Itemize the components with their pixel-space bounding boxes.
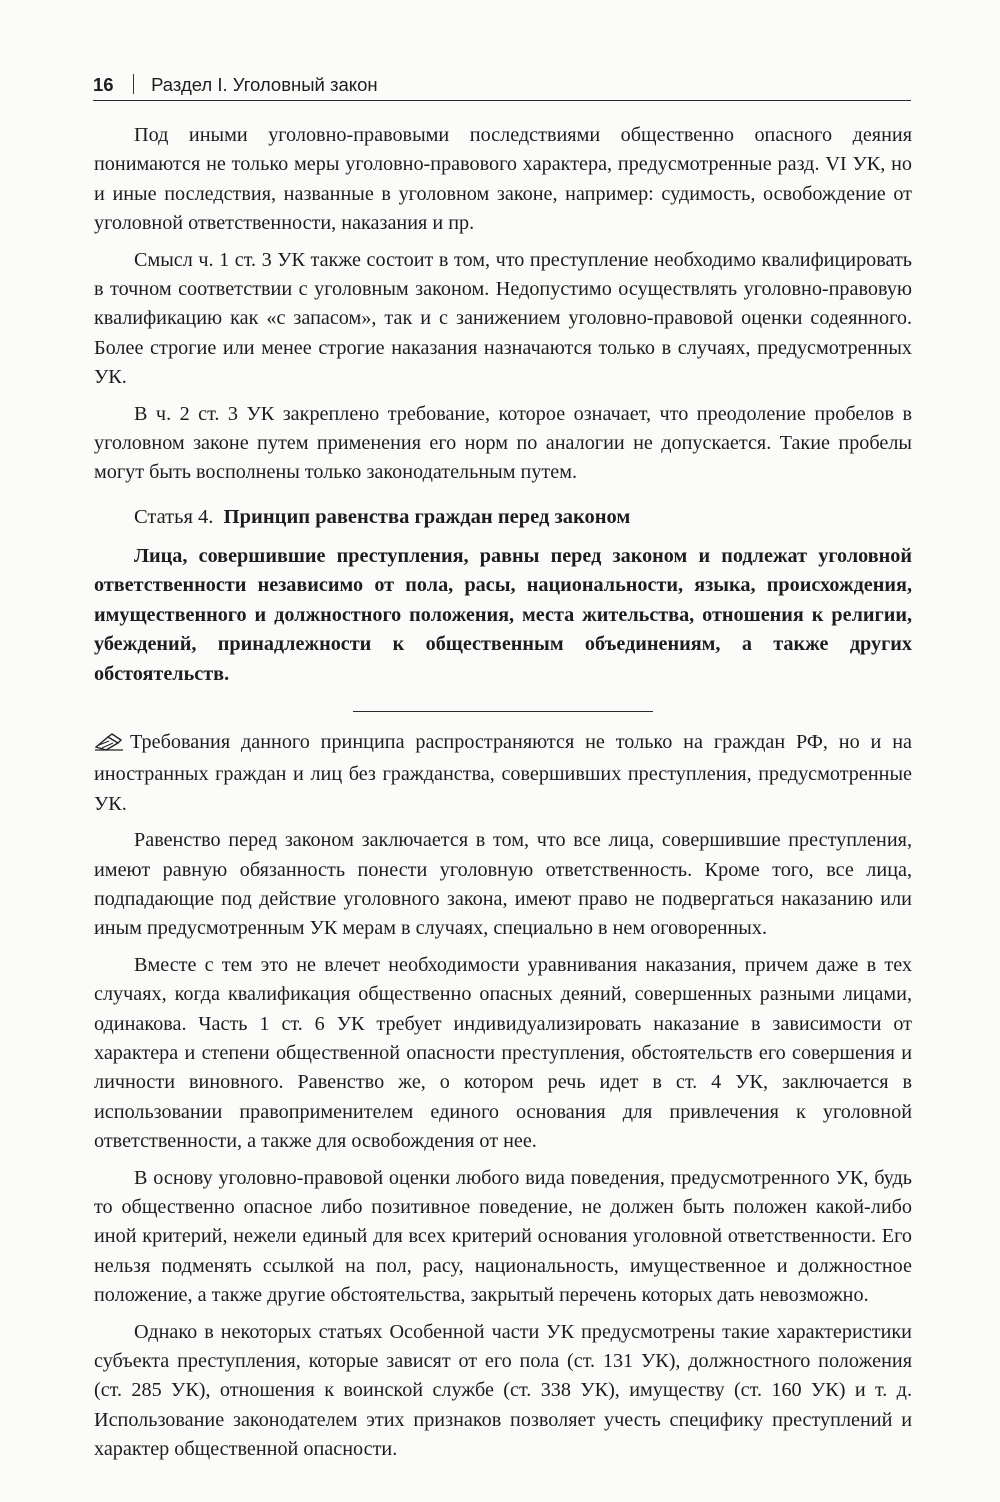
paragraph: Однако в некоторых статьях Особенной части УК предусмотрены такие характеристики субъекта преступления, которые зависят от его пола (ст. 131 УК), должностного положения (ст. 285 УК), отношения к воинской службе (ст. 338 УК), имуществу (ст. 160 УК) и т. д. Использование законодателем этих признаков позволяет учесть специфику преступлений и характер общественной опасности. (94, 1320, 912, 1461)
article-title: Принцип равенства граждан перед законом (223, 505, 631, 528)
divider (353, 711, 653, 712)
running-head (93, 70, 911, 101)
paragraph: Вместе с тем это не влечет необходимости уравнивания наказания, причем даже в тех случаях, когда квалификация общественно опасных деяний, совершенных разными лицами, одинакова. Часть 1 ст. 6 УК требует индивидуализировать наказание в зависимости от характера и степени общественной опасности преступления, обстоятельств его совершения и личности виновного. Равенство же, о котором речь идет в ст. 4 УК, заключается в использовании правоприменителем единого основания для привлечения к уголовной ответственности, а также для освобождения от нее. (94, 953, 912, 1153)
commentary-intro (94, 728, 912, 819)
article-label: Статья 4. (134, 505, 214, 528)
paragraph: Равенство перед законом заключается в том, что все лица, совершившие преступления, имеют равную обязанность понести уголовную ответственность. Кроме того, все лица, подпадающие под действие уголовного закона, имеют право не подвергаться наказанию или иным предусмотренным УК мерам в случаях, специально в нем оговоренных. (94, 829, 912, 940)
paragraph: В ч. 2 ст. 3 УК закреплено требование, которое означает, что преодоление пробелов в уголовном законе путем применения его норм по аналогии не допускается. Такие пробелы могут быть восполнены только законодательным путем. (94, 402, 912, 484)
page-number: 16 (93, 74, 114, 95)
section-title: Раздел I. Уголовный закон (151, 74, 378, 95)
paragraph: В основу уголовно-правовой оценки любого вида поведения, предусмотренного УК, будь то общественно опасное либо позитивное поведение, не должен быть положен какой-либо иной критерий, нежели единый для всех критерий основания уголовной ответственности. Его нельзя подменять ссылкой на пол, расу, национальность, имущественное и должностное положение, а также другие обстоятельства, закрытый перечень которых дать невозможно. (94, 1166, 912, 1307)
article-text: Лица, совершившие преступления, равны перед законом и подлежат уголовной ответственности независимо от пола, расы, национальности, языка, происхождения, имущественного и должностного положения, места жительства, отношения к религии, убеждений, принадлежности к общественным объединениям, а также других обстоятельств. (94, 544, 912, 685)
header-separator (133, 74, 135, 94)
page-body (94, 121, 912, 1472)
paragraph: Под иными уголовно-правовыми последствиями общественно опасного деяния понимаются не только меры уголовно-правового характера, предусмотренные разд. VI УК, но и иные последствия, названные в уголовном законе, например: судимость, освобождение от уголовной ответственности, наказания и пр. (94, 124, 912, 235)
writing-hand-icon (94, 731, 130, 760)
paragraph: Смысл ч. 1 ст. 3 УК также состоит в том, что преступление необходимо квалифицировать в точном соответствии с уголовным законом. Недопустимо осуществлять уголовно-правовую квалификацию как «с запасом», так и с занижением уголовно-правовой оценки содеянного. Более строгие или менее строгие наказания назначаются только в случаях, предусмотренных УК. (94, 248, 912, 389)
commentary-first-text: Требования данного принципа распространяются не только на граждан РФ, но и на иностранных граждан и лиц без гражданства, совершивших преступления, предусмотренные УК. (94, 730, 912, 815)
article-heading (94, 502, 912, 532)
